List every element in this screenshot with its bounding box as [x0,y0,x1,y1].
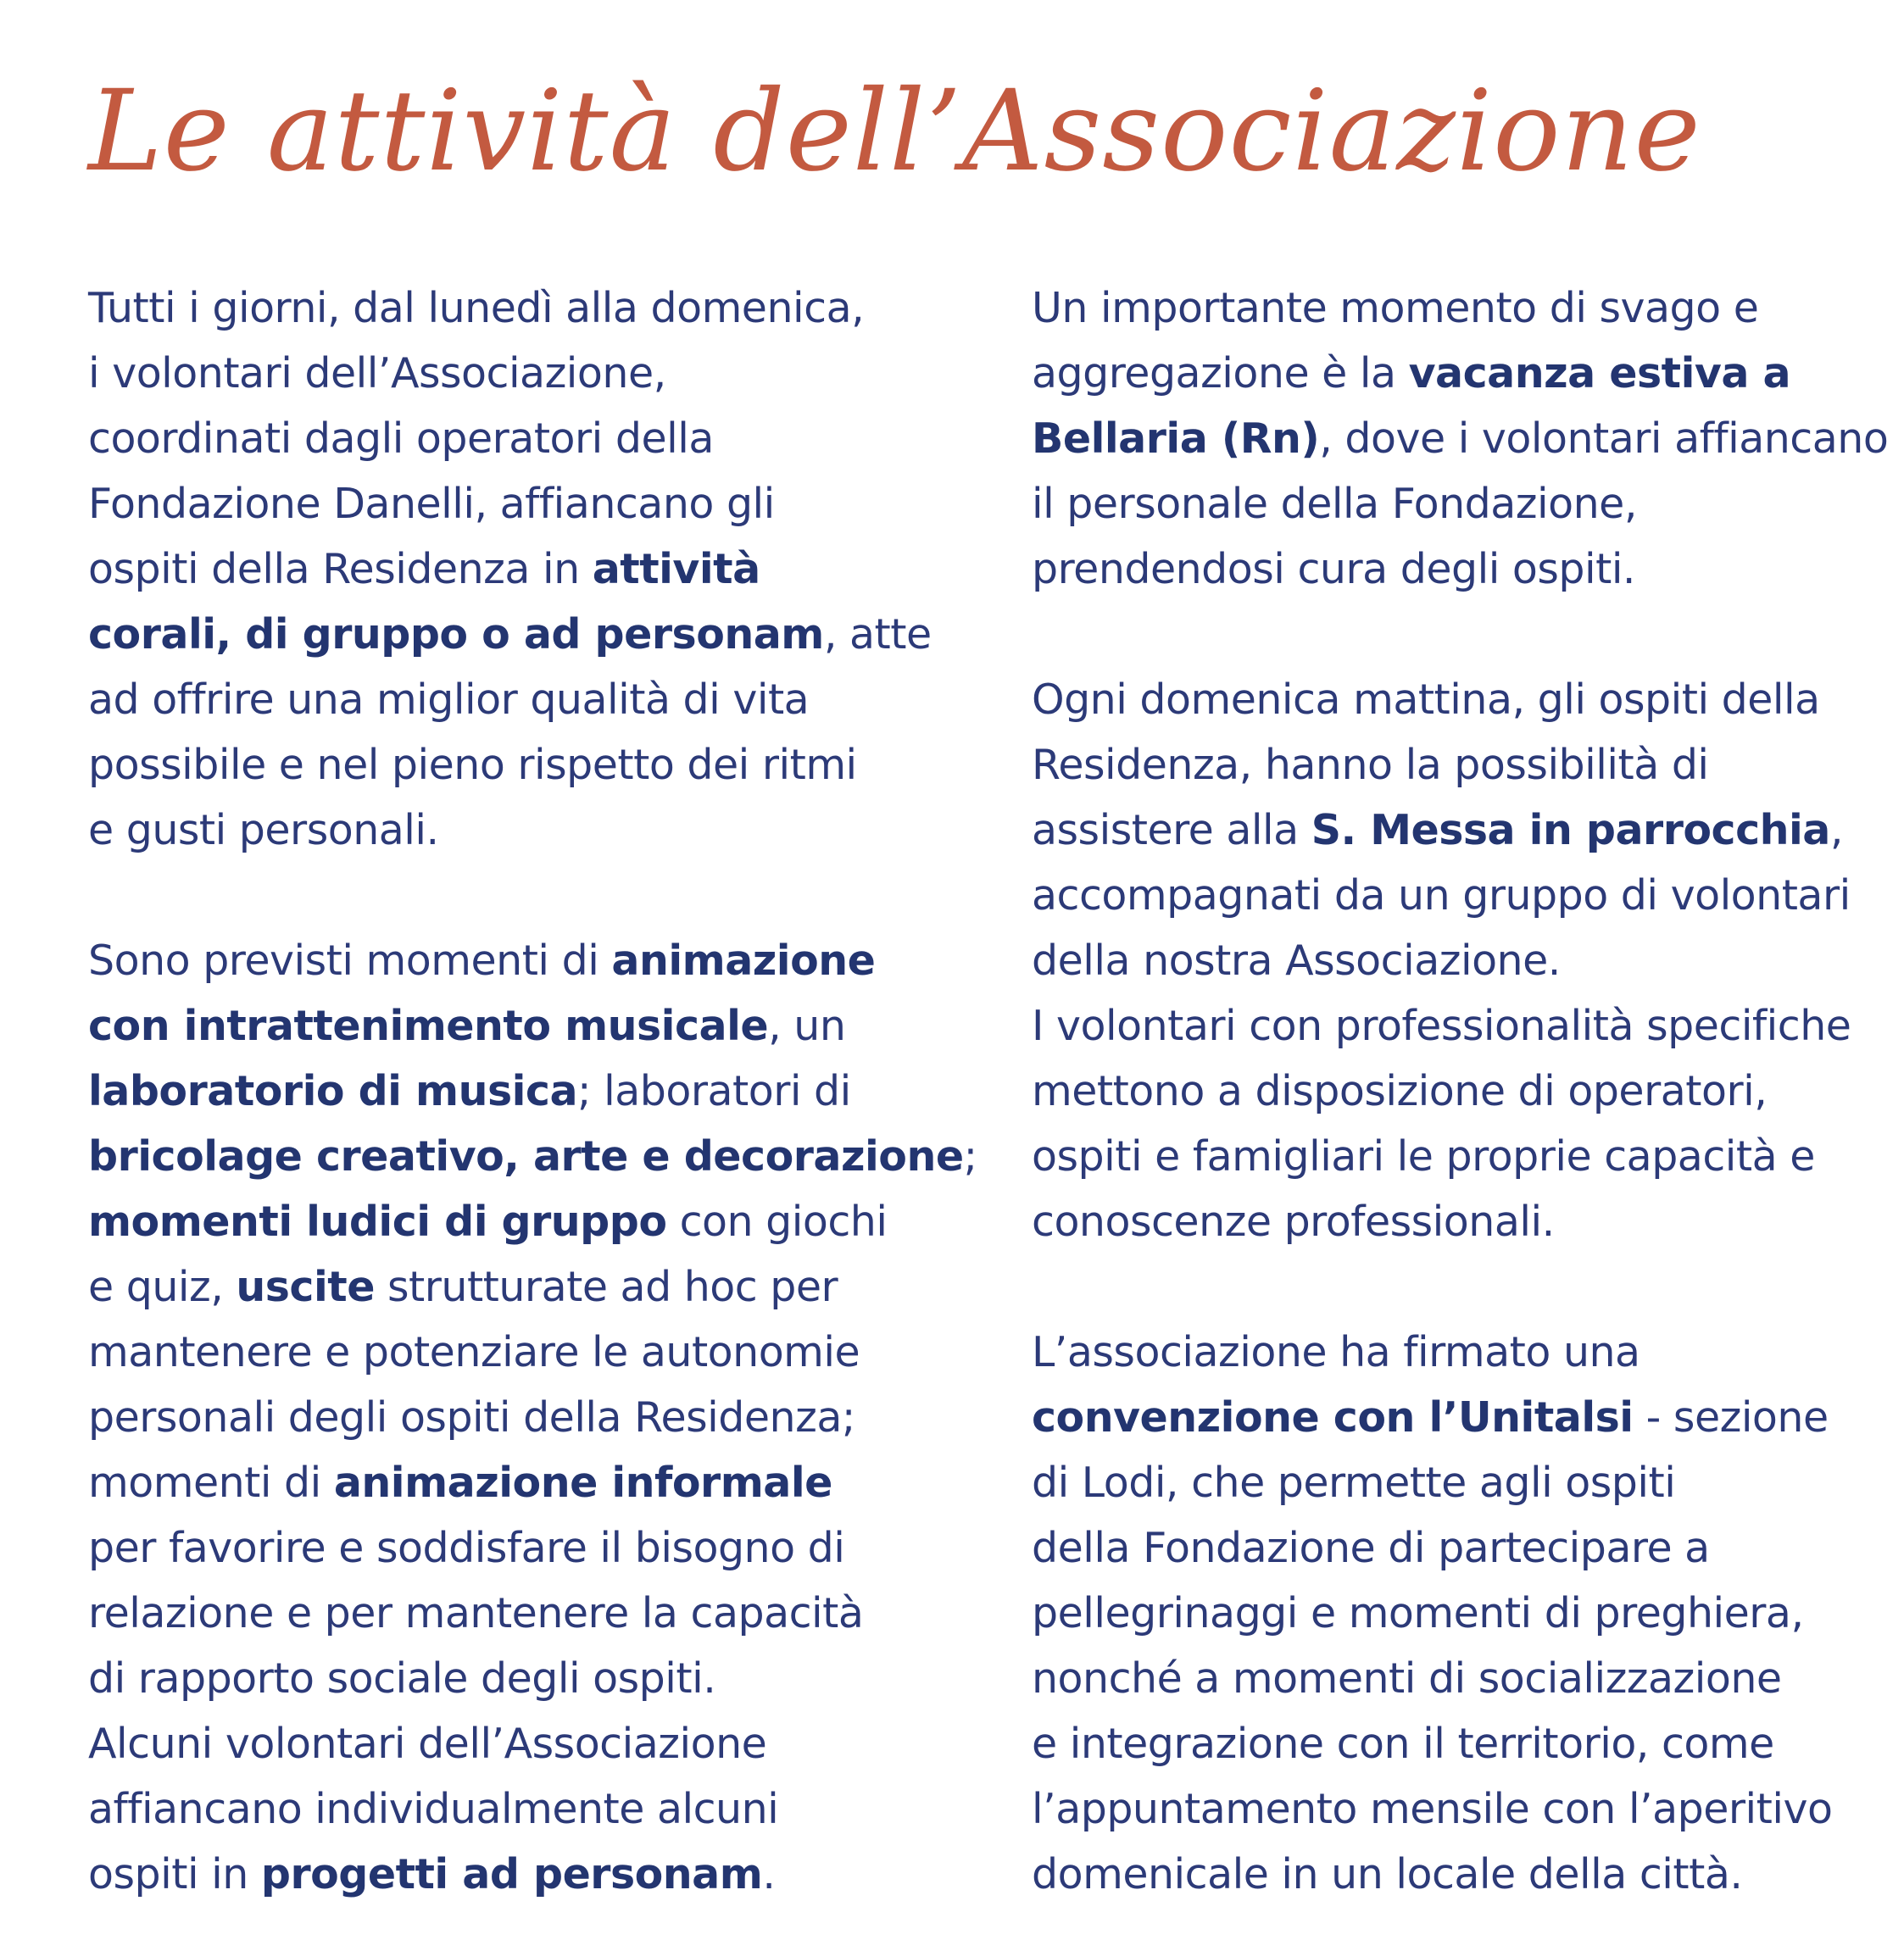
text-segment: - sezione [1633,1393,1829,1442]
text-line [88,1124,977,1189]
text-line [88,1842,944,1907]
text-segment: e integrazione con il territorio, come [1032,1720,1774,1768]
text-line [88,993,944,1059]
text-line [88,1711,944,1776]
text-line [1032,275,1888,341]
text-line [1032,863,1888,928]
text-segment: prendendosi cura degli ospiti. [1032,545,1636,593]
text-segment: e gusti personali. [88,806,439,854]
bold-text: animazione [611,937,876,985]
text-segment: per favorire e soddisfare il bisogno di [88,1524,845,1572]
text-line [1032,732,1888,798]
text-segment: L’associazione ha firmato una [1032,1328,1640,1376]
text-segment: , dove i volontari affiancano [1319,414,1889,463]
text-segment: ospiti della Residenza in [88,545,593,593]
text-line [1032,1059,1888,1124]
bold-text: convenzione con l’Unitalsi [1032,1393,1634,1442]
text-segment: mettono a disposizione di operatori, [1032,1067,1768,1115]
bold-text: momenti ludici di gruppo [88,1198,667,1246]
text-line [1032,1842,1888,1907]
text-segment: coordinati dagli operatori della [88,414,714,463]
text-segment: Sono previsti momenti di [88,937,612,985]
text-segment: della Fondazione di partecipare a [1032,1524,1710,1572]
text-segment: ; laboratori di [577,1067,851,1115]
text-line [88,1646,944,1711]
bold-text: vacanza estiva a [1408,349,1791,397]
text-segment: ad offrire una miglior qualità di vita [88,675,810,724]
left-column [88,275,977,1907]
text-segment: , un [768,1002,846,1050]
text-segment: il personale della Fondazione, [1032,480,1637,528]
text-segment: affiancano individualmente alcuni [88,1785,779,1833]
text-line [88,1450,944,1515]
text-segment: personali degli ospiti della Residenza; [88,1393,855,1442]
text-line [1032,1776,1888,1842]
text-line [1032,406,1888,471]
text-segment: momenti di [88,1459,334,1507]
text-line [1032,928,1888,993]
text-line [1032,536,1888,602]
text-line [88,928,944,993]
text-segment: i volontari dell’Associazione, [88,349,666,397]
text-line [88,1059,944,1124]
text-line [1032,1385,1888,1450]
paragraph [1032,667,1888,1254]
text-segment: aggregazione è la [1032,349,1409,397]
paragraph [88,275,944,863]
text-line [1032,1515,1888,1581]
text-segment: possibile e nel pieno rispetto dei ritmi [88,741,857,789]
text-segment: ; [963,1132,977,1181]
text-line [88,406,944,471]
text-line [88,602,944,667]
text-segment: Fondazione Danelli, affiancano gli [88,480,775,528]
text-line [1032,1189,1888,1254]
bold-text: uscite [236,1263,375,1311]
text-segment: , [1829,806,1843,854]
text-line [88,341,944,406]
text-segment: accompagnati da un gruppo di volontari [1032,871,1851,920]
paragraph [1032,275,1888,602]
text-line [1032,1646,1888,1711]
text-segment: Un importante momento di svago e [1032,284,1759,332]
text-segment: , atte [823,610,932,659]
text-segment: Tutti i giorni, dal lunedì alla domenica, [88,284,865,332]
text-line [88,1385,944,1450]
text-line [88,667,944,732]
text-segment: ospiti e famigliari le proprie capacità e [1032,1132,1815,1181]
text-line [1032,1581,1888,1646]
text-line [88,1776,944,1842]
text-line [1032,1450,1888,1515]
bold-text: attività [592,545,760,593]
text-line [88,1581,944,1646]
page-title: Le attività dell’Associazione [88,66,1701,197]
bold-text: Bellaria (Rn) [1032,414,1320,463]
text-segment: conoscenze professionali. [1032,1198,1555,1246]
paragraph [1032,1320,1888,1907]
text-segment: con giochi [666,1198,888,1246]
text-segment: di Lodi, che permette agli ospiti [1032,1459,1676,1507]
text-line [88,798,944,863]
text-segment: I volontari con professionalità specifiche [1032,1002,1851,1050]
text-line [88,1254,944,1320]
text-line [1032,1711,1888,1776]
text-segment: assistere alla [1032,806,1311,854]
text-line [1032,993,1888,1059]
bold-text: S. Messa in parrocchia [1311,806,1830,854]
bold-text: animazione informale [333,1459,832,1507]
text-segment: di rapporto sociale degli ospiti. [88,1654,716,1703]
bold-text: progetti ad personam [260,1850,763,1898]
bold-text: corali, di gruppo o ad personam [88,610,824,659]
bold-text: bricolage creativo, arte e decorazione [88,1132,964,1181]
text-line [88,536,944,602]
text-segment: della nostra Associazione. [1032,937,1561,985]
text-segment: domenicale in un locale della città. [1032,1850,1743,1898]
text-segment: e quiz, [88,1263,237,1311]
right-column [1032,275,1888,1907]
text-segment: Ogni domenica mattina, gli ospiti della [1032,675,1820,724]
text-segment: Alcuni volontari dell’Associazione [88,1720,767,1768]
text-segment: strutturate ad hoc per [374,1263,838,1311]
text-line [1032,1124,1888,1189]
text-line [1032,798,1888,863]
text-line [88,1515,944,1581]
text-line [1032,667,1888,732]
text-line [88,1320,944,1385]
text-segment: relazione e per mantenere la capacità [88,1589,864,1637]
text-line [1032,341,1888,406]
text-segment: l’appuntamento mensile con l’aperitivo [1032,1785,1833,1833]
text-line [88,1189,944,1254]
text-segment: mantenere e potenziare le autonomie [88,1328,860,1376]
text-segment: . [762,1850,776,1898]
paragraph [88,928,977,1907]
bold-text: con intrattenimento musicale [88,1002,769,1050]
text-segment: nonché a momenti di socializzazione [1032,1654,1782,1703]
bold-text: laboratorio di musica [88,1067,578,1115]
text-segment: ospiti in [88,1850,261,1898]
text-segment: Residenza, hanno la possibilità di [1032,741,1709,789]
text-line [88,275,944,341]
text-line [1032,471,1888,536]
text-line [88,471,944,536]
text-segment: pellegrinaggi e momenti di preghiera, [1032,1589,1804,1637]
text-line [1032,1320,1888,1385]
text-line [88,732,944,798]
